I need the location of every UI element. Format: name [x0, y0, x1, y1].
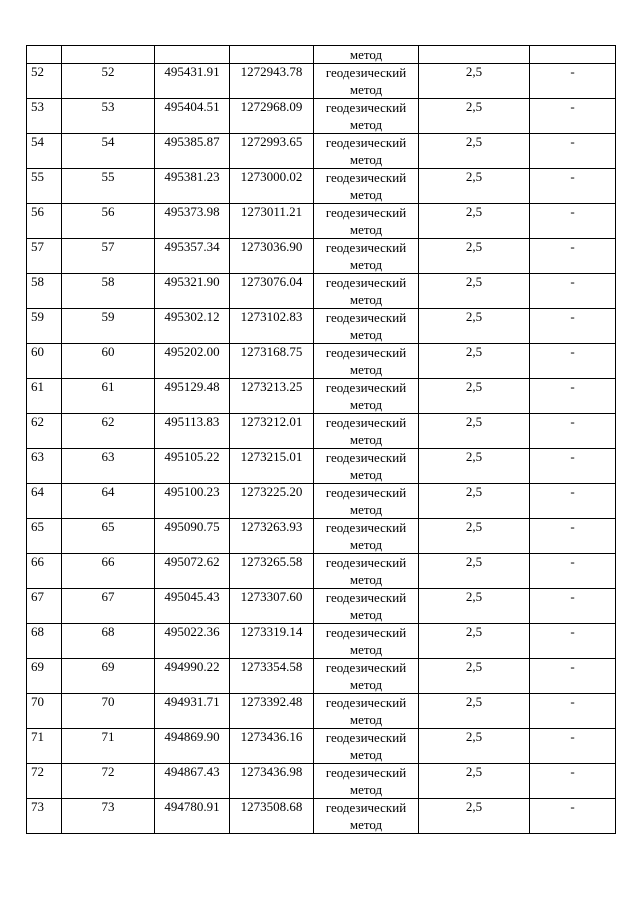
- method-cell: [314, 484, 419, 519]
- y-coordinate-cell: 1273036.90: [230, 239, 314, 274]
- accuracy-cell: 2,5: [419, 99, 530, 134]
- y-coordinate-cell: 1273436.16: [230, 729, 314, 764]
- note-cell: -: [530, 659, 616, 694]
- table-row: [27, 274, 616, 309]
- method-cell: [314, 64, 419, 99]
- accuracy-cell: 2,5: [419, 274, 530, 309]
- accuracy-cell: 2,5: [419, 659, 530, 694]
- method-line-1: геодезический: [325, 170, 407, 185]
- table-row: [27, 46, 616, 64]
- note-cell: -: [530, 134, 616, 169]
- note-cell: -: [530, 589, 616, 624]
- note-cell: -: [530, 274, 616, 309]
- table-row: [27, 204, 616, 239]
- point-label-cell: 69: [62, 659, 155, 694]
- method-line-2: метод: [349, 747, 383, 762]
- method-line-1: геодезический: [325, 485, 407, 500]
- point-number-cell: 59: [27, 309, 62, 344]
- method-line-1: геодезический: [325, 415, 407, 430]
- point-label-cell: 61: [62, 379, 155, 414]
- y-coordinate-cell: 1273392.48: [230, 694, 314, 729]
- point-number-cell: 64: [27, 484, 62, 519]
- note-cell: -: [530, 99, 616, 134]
- method-cell: [314, 344, 419, 379]
- x-coordinate-cell: 495113.83: [155, 414, 230, 449]
- point-label-cell: 59: [62, 309, 155, 344]
- point-number-cell: 72: [27, 764, 62, 799]
- y-coordinate-cell: 1272993.65: [230, 134, 314, 169]
- point-label-cell: 54: [62, 134, 155, 169]
- y-coordinate-cell: 1272943.78: [230, 64, 314, 99]
- method-cell: [314, 379, 419, 414]
- note-cell: -: [530, 764, 616, 799]
- point-number-cell: 66: [27, 554, 62, 589]
- method-line-2: метод: [349, 782, 383, 797]
- note-cell: -: [530, 204, 616, 239]
- y-coordinate-cell: 1272968.09: [230, 99, 314, 134]
- y-coordinate-cell: 1273263.93: [230, 519, 314, 554]
- y-coordinate-cell: 1273319.14: [230, 624, 314, 659]
- accuracy-cell: 2,5: [419, 519, 530, 554]
- point-number-cell: 69: [27, 659, 62, 694]
- table-row: [27, 554, 616, 589]
- note-cell: -: [530, 694, 616, 729]
- y-coordinate-cell: 1273225.20: [230, 484, 314, 519]
- table-row: [27, 344, 616, 379]
- table-row: [27, 589, 616, 624]
- method-cell: [314, 204, 419, 239]
- x-coordinate-cell: 495404.51: [155, 99, 230, 134]
- point-label-cell: 63: [62, 449, 155, 484]
- note-cell: [530, 46, 616, 64]
- method-cell: [314, 729, 419, 764]
- method-cell: [314, 799, 419, 834]
- method-line-2: метод: [349, 117, 383, 132]
- point-number-cell: 58: [27, 274, 62, 309]
- method-line-1: геодезический: [325, 800, 407, 815]
- x-coordinate-cell: 495302.12: [155, 309, 230, 344]
- accuracy-cell: 2,5: [419, 239, 530, 274]
- x-coordinate-cell: 494869.90: [155, 729, 230, 764]
- method-line-2: метод: [349, 432, 383, 447]
- note-cell: -: [530, 344, 616, 379]
- y-coordinate-cell: 1273076.04: [230, 274, 314, 309]
- x-coordinate-cell: 495373.98: [155, 204, 230, 239]
- note-cell: -: [530, 64, 616, 99]
- y-coordinate-cell: 1273307.60: [230, 589, 314, 624]
- table-row: [27, 64, 616, 99]
- method-cell: метод: [314, 46, 419, 64]
- point-number-cell: 52: [27, 64, 62, 99]
- point-label-cell: 71: [62, 729, 155, 764]
- table-row: [27, 379, 616, 414]
- method-cell: [314, 239, 419, 274]
- method-line-1: геодезический: [325, 520, 407, 535]
- point-label-cell: 65: [62, 519, 155, 554]
- accuracy-cell: 2,5: [419, 554, 530, 589]
- point-label-cell: 56: [62, 204, 155, 239]
- method-line-1: геодезический: [325, 205, 407, 220]
- accuracy-cell: 2,5: [419, 344, 530, 379]
- note-cell: -: [530, 729, 616, 764]
- table-row: [27, 659, 616, 694]
- x-coordinate-cell: 494780.91: [155, 799, 230, 834]
- point-number-cell: 62: [27, 414, 62, 449]
- accuracy-cell: 2,5: [419, 729, 530, 764]
- table-row: [27, 239, 616, 274]
- method-cell: [314, 589, 419, 624]
- method-line-1: геодезический: [325, 450, 407, 465]
- method-line-1: геодезический: [325, 625, 407, 640]
- method-cell: [314, 134, 419, 169]
- method-cell: [314, 554, 419, 589]
- table-row: [27, 134, 616, 169]
- method-line-1: геодезический: [325, 310, 407, 325]
- accuracy-cell: 2,5: [419, 204, 530, 239]
- table-row: [27, 484, 616, 519]
- y-coordinate-cell: 1273102.83: [230, 309, 314, 344]
- x-coordinate-cell: 494990.22: [155, 659, 230, 694]
- x-coordinate-cell: 495129.48: [155, 379, 230, 414]
- accuracy-cell: 2,5: [419, 64, 530, 99]
- note-cell: -: [530, 624, 616, 659]
- table-row: [27, 414, 616, 449]
- x-coordinate-cell: 495357.34: [155, 239, 230, 274]
- y-coordinate-cell: 1273436.98: [230, 764, 314, 799]
- point-label-cell: 60: [62, 344, 155, 379]
- method-line-2: метод: [349, 257, 383, 272]
- table-row: [27, 694, 616, 729]
- method-line-2: метод: [349, 712, 383, 727]
- point-number-cell: 68: [27, 624, 62, 659]
- point-number-cell: 73: [27, 799, 62, 834]
- point-number-cell: 56: [27, 204, 62, 239]
- y-coordinate-cell: 1273000.02: [230, 169, 314, 204]
- method-line-1: геодезический: [325, 555, 407, 570]
- note-cell: -: [530, 554, 616, 589]
- method-line-2: метод: [349, 607, 383, 622]
- accuracy-cell: 2,5: [419, 484, 530, 519]
- y-coordinate-cell: 1273354.58: [230, 659, 314, 694]
- method-cell: [314, 274, 419, 309]
- accuracy-cell: 2,5: [419, 694, 530, 729]
- point-number-cell: 70: [27, 694, 62, 729]
- point-label-cell: 58: [62, 274, 155, 309]
- y-coordinate-cell: 1273215.01: [230, 449, 314, 484]
- method-line-2: метод: [349, 677, 383, 692]
- method-line-2: метод: [349, 467, 383, 482]
- accuracy-cell: 2,5: [419, 764, 530, 799]
- x-coordinate-cell: 494867.43: [155, 764, 230, 799]
- x-coordinate-cell: 495100.23: [155, 484, 230, 519]
- point-number-cell: 61: [27, 379, 62, 414]
- note-cell: -: [530, 799, 616, 834]
- method-cell: [314, 449, 419, 484]
- method-line-2: метод: [349, 327, 383, 342]
- method-line-2: метод: [349, 82, 383, 97]
- accuracy-cell: 2,5: [419, 589, 530, 624]
- y-coordinate-cell: 1273212.01: [230, 414, 314, 449]
- y-coordinate-cell: 1273265.58: [230, 554, 314, 589]
- x-coordinate-cell: 494931.71: [155, 694, 230, 729]
- method-line-1: геодезический: [325, 695, 407, 710]
- method-cell: [314, 659, 419, 694]
- table-body: [27, 46, 616, 834]
- point-label-cell: 67: [62, 589, 155, 624]
- point-label-cell: 73: [62, 799, 155, 834]
- accuracy-cell: [419, 46, 530, 64]
- method-line-1: геодезический: [325, 590, 407, 605]
- point-number-cell: 65: [27, 519, 62, 554]
- method-cell: [314, 624, 419, 659]
- note-cell: -: [530, 239, 616, 274]
- point-label-cell: 52: [62, 64, 155, 99]
- point-label-cell: 53: [62, 99, 155, 134]
- x-coordinate-cell: 495045.43: [155, 589, 230, 624]
- x-coordinate-cell: 495202.00: [155, 344, 230, 379]
- x-coordinate-cell: 495321.90: [155, 274, 230, 309]
- point-label-cell: 70: [62, 694, 155, 729]
- method-line-1: геодезический: [325, 100, 407, 115]
- point-number-cell: 55: [27, 169, 62, 204]
- accuracy-cell: 2,5: [419, 799, 530, 834]
- note-cell: -: [530, 379, 616, 414]
- point-label-cell: [62, 46, 155, 64]
- method-line-2: метод: [349, 502, 383, 517]
- method-cell: [314, 99, 419, 134]
- note-cell: -: [530, 169, 616, 204]
- method-line-2: метод: [349, 362, 383, 377]
- method-line-1: геодезический: [325, 275, 407, 290]
- method-line-1: геодезический: [325, 65, 407, 80]
- table-row: [27, 449, 616, 484]
- method-cell: [314, 414, 419, 449]
- y-coordinate-cell: 1273508.68: [230, 799, 314, 834]
- method-line-2: метод: [349, 292, 383, 307]
- note-cell: -: [530, 309, 616, 344]
- method-line-1: геодезический: [325, 765, 407, 780]
- point-number-cell: 67: [27, 589, 62, 624]
- point-label-cell: 57: [62, 239, 155, 274]
- y-coordinate-cell: 1273168.75: [230, 344, 314, 379]
- note-cell: -: [530, 414, 616, 449]
- accuracy-cell: 2,5: [419, 309, 530, 344]
- point-label-cell: 55: [62, 169, 155, 204]
- method-line-1: геодезический: [325, 730, 407, 745]
- method-cell: [314, 309, 419, 344]
- table-row: [27, 99, 616, 134]
- method-cell: [314, 169, 419, 204]
- accuracy-cell: 2,5: [419, 379, 530, 414]
- accuracy-cell: 2,5: [419, 169, 530, 204]
- x-coordinate-cell: 495022.36: [155, 624, 230, 659]
- method-line-2: метод: [349, 222, 383, 237]
- point-label-cell: 72: [62, 764, 155, 799]
- method-line-1: геодезический: [325, 240, 407, 255]
- table-row: [27, 729, 616, 764]
- point-label-cell: 62: [62, 414, 155, 449]
- coordinates-table: [26, 45, 616, 834]
- x-coordinate-cell: 495090.75: [155, 519, 230, 554]
- x-coordinate-cell: 495431.91: [155, 64, 230, 99]
- point-label-cell: 66: [62, 554, 155, 589]
- y-coordinate-cell: [230, 46, 314, 64]
- point-number-cell: 53: [27, 99, 62, 134]
- note-cell: -: [530, 484, 616, 519]
- method-line-1: геодезический: [325, 135, 407, 150]
- point-label-cell: 64: [62, 484, 155, 519]
- accuracy-cell: 2,5: [419, 134, 530, 169]
- method-line-2: метод: [349, 152, 383, 167]
- point-number-cell: 71: [27, 729, 62, 764]
- point-number-cell: 60: [27, 344, 62, 379]
- method-line-2: метод: [349, 642, 383, 657]
- accuracy-cell: 2,5: [419, 449, 530, 484]
- method-line-2: метод: [349, 397, 383, 412]
- table-row: [27, 519, 616, 554]
- x-coordinate-cell: 495385.87: [155, 134, 230, 169]
- table-row: [27, 169, 616, 204]
- x-coordinate-cell: 495072.62: [155, 554, 230, 589]
- table-row: [27, 764, 616, 799]
- point-number-cell: [27, 46, 62, 64]
- method-line-2: метод: [349, 572, 383, 587]
- method-line-1: геодезический: [325, 345, 407, 360]
- x-coordinate-cell: 495381.23: [155, 169, 230, 204]
- note-cell: -: [530, 449, 616, 484]
- method-line-2: метод: [349, 817, 383, 832]
- x-coordinate-cell: 495105.22: [155, 449, 230, 484]
- table-row: [27, 799, 616, 834]
- method-cell: [314, 764, 419, 799]
- y-coordinate-cell: 1273213.25: [230, 379, 314, 414]
- table-row: [27, 624, 616, 659]
- x-coordinate-cell: [155, 46, 230, 64]
- point-number-cell: 57: [27, 239, 62, 274]
- accuracy-cell: 2,5: [419, 624, 530, 659]
- table-row: [27, 309, 616, 344]
- point-label-cell: 68: [62, 624, 155, 659]
- accuracy-cell: 2,5: [419, 414, 530, 449]
- y-coordinate-cell: 1273011.21: [230, 204, 314, 239]
- note-cell: -: [530, 519, 616, 554]
- point-number-cell: 54: [27, 134, 62, 169]
- method-line-2: метод: [349, 187, 383, 202]
- method-line-2: метод: [349, 537, 383, 552]
- method-line-1: геодезический: [325, 380, 407, 395]
- point-number-cell: 63: [27, 449, 62, 484]
- method-cell: [314, 519, 419, 554]
- method-line-1: геодезический: [325, 660, 407, 675]
- method-cell: [314, 694, 419, 729]
